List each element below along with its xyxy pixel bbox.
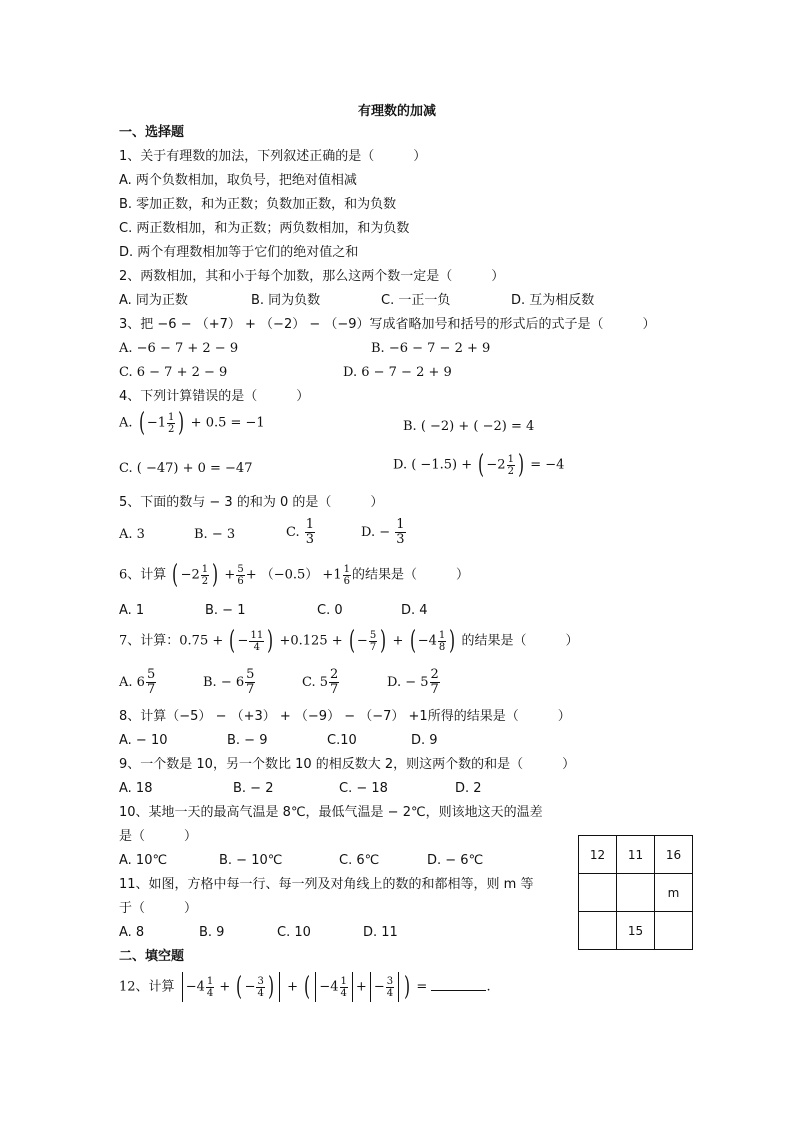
q4-d-rest: = −4: [530, 457, 565, 473]
q3-option-a: A. −6 − 7 + 2 − 9: [119, 341, 239, 356]
q4-option-c: C. ( −47) + 0 = −47: [119, 461, 253, 476]
q9-option-a: A. 18: [119, 781, 153, 796]
answer-blank[interactable]: [431, 978, 486, 991]
q2-option-d: D. 互为相反数: [511, 293, 595, 308]
abs-bar: [370, 972, 371, 1002]
q5-c-fraction: $\frac{1}{3}$: [305, 517, 315, 547]
q4-option-b: B. ( −2) + ( −2) = 4: [403, 419, 535, 434]
q10-option-c: C. 6℃: [339, 853, 380, 868]
q11-option-b: B. 9: [199, 925, 225, 940]
grid-cell: [579, 874, 617, 912]
q7-option-a: A. 6 $\frac{5}{7}$: [119, 667, 156, 697]
abs-bar: [182, 972, 183, 1002]
q6-t2-fraction: $\frac{5}{6}$: [237, 563, 244, 587]
q4-a-rest: + 0.5 = −1: [190, 415, 265, 431]
q2-option-b: B. 同为负数: [251, 293, 321, 308]
section-choice-heading: 一、选择题: [119, 125, 185, 140]
q7-t1-fraction: $\frac{11}{4}$: [250, 629, 264, 653]
q10-stem-line1: 10、某地一天的最高气温是 8℃，最低气温是 − 2℃，则该地这天的温差: [119, 805, 543, 820]
q1-option-d: D. 两个有理数相加等于它们的绝对值之和: [119, 245, 359, 260]
q5-option-a: A. 3: [119, 527, 145, 542]
q10-option-a: A. 10℃: [119, 853, 168, 868]
q4-option-d: [393, 452, 564, 478]
q8-option-a: A. − 10: [119, 733, 168, 748]
q2-option-a: A. 同为正数: [119, 293, 188, 308]
q4-stem: 4、下列计算错误的是（ ）: [119, 389, 310, 404]
q6-option-c: C. 0: [317, 603, 343, 618]
q6-stem: 6、计算 ( −2 $\frac{1}{2}$ ) + $\frac{5}{6}$ + （−0.5） +1 $\frac{1}{6}$ 的结果是（ ）: [119, 560, 469, 590]
magic-square-figure: [570, 830, 710, 938]
grid-cell: 16: [655, 836, 693, 874]
q11-option-a: A. 8: [119, 925, 145, 940]
abs-bar: [398, 972, 399, 1002]
q6-option-b: B. − 1: [205, 603, 246, 618]
q4-a-label: A.: [119, 415, 133, 431]
q9-option-c: C. − 18: [339, 781, 388, 796]
q9-option-b: B. − 2: [233, 781, 274, 796]
q2-option-c: C. 一正一负: [381, 293, 451, 308]
q8-option-b: B. − 9: [227, 733, 268, 748]
q6-option-a: A. 1: [119, 603, 145, 618]
q8-stem: 8、计算（−5） − （+3） + （−9） − （−7） +1所得的结果是（ ）: [119, 709, 571, 724]
q10-option-b: B. − 10℃: [219, 853, 283, 868]
q5-stem: 5、下面的数与 − 3 的和为 0 的是（ ）: [119, 495, 384, 510]
q1-option-b: B. 零加正数，和为正数；负数加正数，和为负数: [119, 197, 397, 212]
q1-option-c: C. 两正数相加，和为正数；两负数相加，和为负数: [119, 221, 410, 236]
q3-option-c: C. 6 − 7 + 2 − 9: [119, 365, 228, 380]
q7-t3-fraction: $\frac{1}{8}$: [438, 629, 446, 653]
q7-option-b: B. − 6 $\frac{5}{7}$: [203, 667, 255, 697]
left-paren: (: [172, 560, 179, 590]
q7-option-c: C. 5 $\frac{2}{7}$: [302, 667, 339, 697]
q10-stem-line2: 是（ ）: [119, 829, 198, 844]
q5-option-c: C. $\frac{1}{3}$: [286, 517, 315, 547]
magic-square-grid: [578, 835, 693, 950]
q11-stem-line2: 于（ ）: [119, 901, 198, 916]
q11-stem-line1: 11、如图，方格中每一行、每一列及对角线上的数的和都相等，则 m 等: [119, 877, 534, 892]
q3-stem: 3、把 −6 − （+7） + （−2） − （−9）写成省略加号和括号的形式后的式子是（ ）: [119, 317, 656, 332]
grid-cell: [617, 874, 655, 912]
right-paren: ): [178, 408, 185, 438]
q7-option-d: D. − 5 $\frac{2}{7}$: [387, 667, 439, 697]
q11-option-c: C. 10: [277, 925, 311, 940]
q12-stem: 12、计算 −4 $\frac{1}{4}$ + ( − $\frac{3}{4}$ ) + ( −4 $\frac{1}{4}$ + − $\frac{3}{4}$ ) = .: [119, 972, 491, 1002]
right-paren: ): [212, 560, 219, 590]
left-paren: (: [138, 408, 145, 438]
q2-stem: 2、两数相加，其和小于每个加数，那么这两个数一定是（ ）: [119, 269, 505, 284]
grid-cell: 12: [579, 836, 617, 874]
abs-bar: [352, 972, 353, 1002]
q7-stem: 7、计算：0.75 + ( − $\frac{11}{4}$ ) +0.125 + ( − $\frac{5}{7}$ ) + ( −4 $\frac{1}{8}$ ) 的结果是（ ）: [119, 626, 579, 656]
q3-option-b: B. −6 − 7 − 2 + 9: [371, 341, 491, 356]
q11-option-d: D. 11: [363, 925, 398, 940]
q1-option-a: A. 两个负数相加，取负号，把绝对值相减: [119, 173, 357, 188]
q4-option-a: [119, 410, 265, 436]
abs-bar: [315, 972, 316, 1002]
q3-option-d: D. 6 − 7 − 2 + 9: [343, 365, 452, 380]
q4-d-label: D. ( −1.5) +: [393, 457, 473, 473]
grid-cell: 11: [617, 836, 655, 874]
q4-a-fraction: $\frac{1}{2}$: [168, 411, 175, 435]
q4-a-int: −1: [146, 415, 166, 431]
q9-option-d: D. 2: [455, 781, 482, 796]
q7-t2-fraction: $\frac{5}{7}$: [369, 629, 377, 653]
q6-t1-fraction: $\frac{1}{2}$: [201, 563, 209, 587]
q4-d-fraction: $\frac{1}{2}$: [507, 453, 514, 477]
q6-t3-fraction: $\frac{1}{6}$: [343, 563, 350, 587]
page-title: 有理数的加减: [357, 104, 436, 119]
q8-option-c: C.10: [327, 733, 357, 748]
q5-option-b: B. − 3: [194, 527, 236, 542]
grid-cell: 15: [617, 912, 655, 950]
section-fill-heading: 二、填空题: [119, 949, 185, 964]
grid-cell: [579, 912, 617, 950]
q9-stem: 9、一个数是 10，另一个数比 10 的相反数大 2，则这两个数的和是（ ）: [119, 757, 576, 772]
q10-option-d: D. − 6℃: [427, 853, 484, 868]
grid-cell: [655, 912, 693, 950]
right-paren: ): [517, 450, 525, 480]
abs-bar: [279, 972, 280, 1002]
q8-option-d: D. 9: [411, 733, 438, 748]
q4-d-int: −2: [486, 457, 506, 473]
q1-stem: 1、关于有理数的加法，下列叙述正确的是（ ）: [119, 149, 427, 164]
q5-option-d: D. − $\frac{1}{3}$: [361, 517, 405, 547]
grid-cell: m: [655, 874, 693, 912]
left-paren: (: [478, 450, 485, 480]
q5-d-fraction: $\frac{1}{3}$: [396, 517, 405, 547]
q6-option-d: D. 4: [401, 603, 428, 618]
